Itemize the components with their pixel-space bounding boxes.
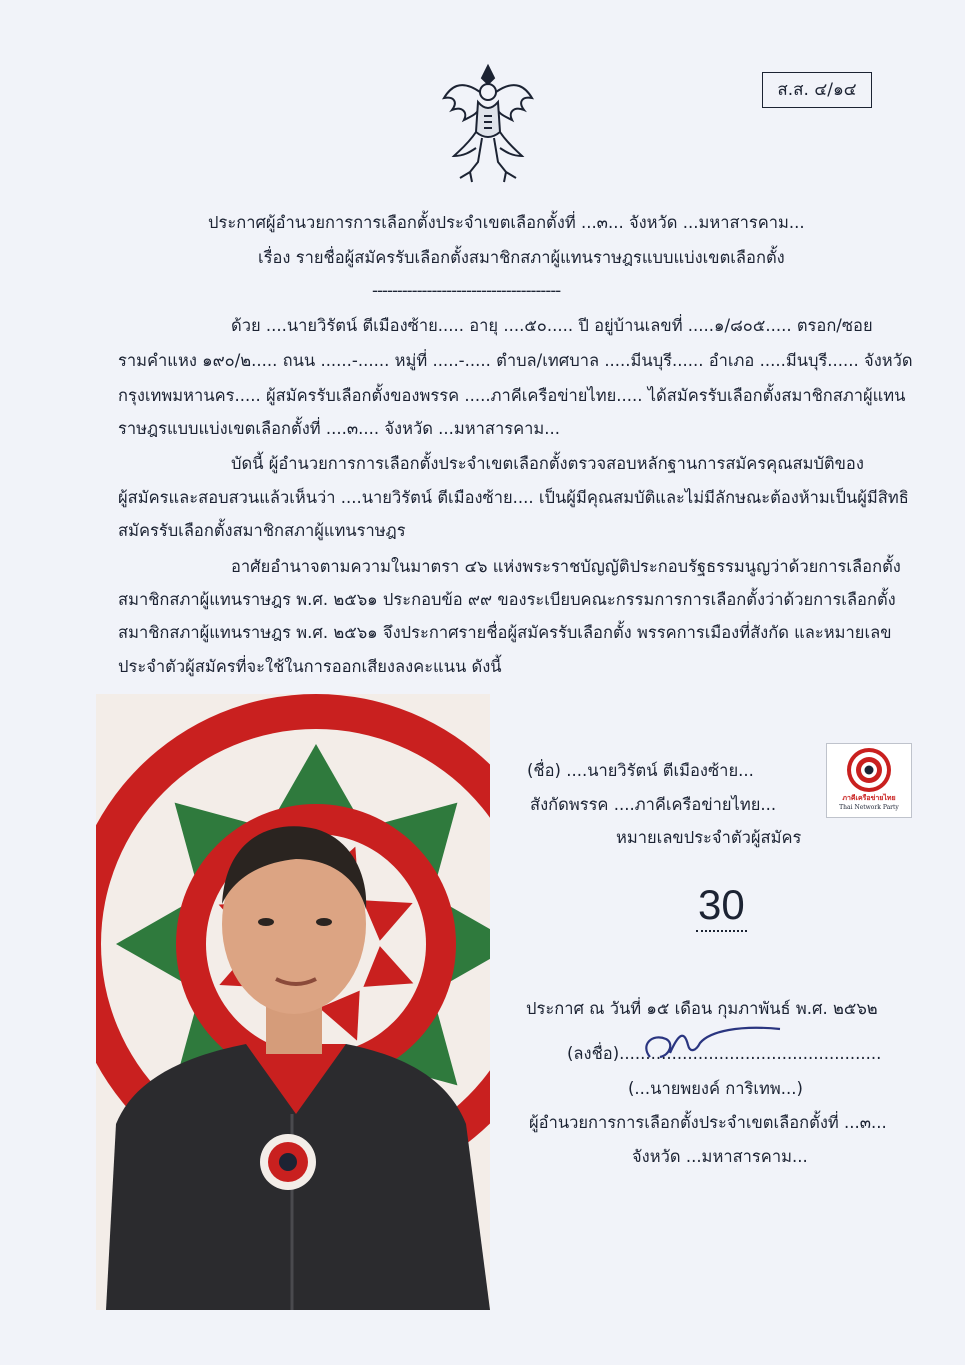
party-emblem-icon xyxy=(827,744,911,794)
candidate-photo xyxy=(96,694,490,1310)
party-logo-name-en: Thai Network Party xyxy=(839,804,899,811)
body-p3-line4: ประจำตัวผู้สมัครที่จะใช้ในการออกเสียงลงคะแนน ดังนี้ xyxy=(118,657,502,676)
body-p3-line1: อาศัยอำนาจตามความในมาตรา ๔๖ แห่งพระราชบัญญัติประกอบรัฐธรรมนูญว่าด้วยการเลือกตั้ง xyxy=(231,557,901,576)
signer-province: จังหวัด ...มหาสารคาม... xyxy=(632,1147,808,1166)
header-divider: -------------------------------------- xyxy=(372,281,561,300)
announcement-subject: เรื่อง รายชื่อผู้สมัครรับเลือกตั้งสมาชิกสภาผู้แทนราษฎรแบบแบ่งเขตเลือกตั้ง xyxy=(258,248,785,267)
announcement-title: ประกาศผู้อำนวยการการเลือกตั้งประจำเขตเลือกตั้งที่ ...๓... จังหวัด ...มหาสารคาม... xyxy=(208,213,805,232)
party-logo xyxy=(826,743,912,818)
candidate-name: (ชื่อ) ....นายวิรัตน์ ตีเมืองซ้าย... xyxy=(527,761,754,780)
body-p3-line3: สมาชิกสภาผู้แทนราษฎร พ.ศ. ๒๕๖๑ จึงประกาศรายชื่อผู้สมัครรับเลือกตั้ง พรรคการเมืองที่สังกัด และหมายเลข xyxy=(118,623,892,642)
body-p1-line4: ราษฎรแบบแบ่งเขตเลือกตั้งที่ ....๓.... จังหวัด ...มหาสารคาม... xyxy=(118,419,561,438)
body-p1-line1: ด้วย ....นายวิรัตน์ ตีเมืองซ้าย..... อายุ ....๕๐..... ปี อยู่บ้านเลขที่ .....๑/๘๐๕..... ตรอก/ซอย xyxy=(231,316,873,335)
candidate-party: สังกัดพรรค ....ภาคีเครือข่ายไทย... xyxy=(530,795,777,814)
signature-label: (ลงชื่อ).................................................. xyxy=(567,1044,882,1063)
candidate-number-label: หมายเลขประจำตัวผู้สมัคร xyxy=(616,828,802,847)
body-p2-line3: สมัครรับเลือกตั้งสมาชิกสภาผู้แทนราษฎร xyxy=(118,521,406,540)
party-logo-name: ภาคีเครือข่ายไทย xyxy=(842,794,896,802)
body-p3-line2: สมาชิกสภาผู้แทนราษฎร พ.ศ. ๒๕๖๑ ประกอบข้อ ๙๙ ของระเบียบคณะกรรมการการเลือกตั้งว่าด้วยการเลือกตั้ง xyxy=(118,590,896,609)
garuda-emblem-icon xyxy=(440,58,536,188)
body-p1-line2: รามคำแหง ๑๙๐/๒..... ถนน ......-...... หมู่ที่ .....-..... ตำบล/เทศบาล .....มีนบุรี...... อำเภอ .....มีนบุรี...... จังหวัด xyxy=(118,351,913,370)
signer-name: (...นายพยงค์ การิเทพ...) xyxy=(628,1079,803,1098)
body-p1-line3: กรุงเทพมหานคร..... ผู้สมัครรับเลือกตั้งของพรรค .....ภาคีเครือข่ายไทย..... ได้สมัครรับเลือกตั้งสมาชิกสภาผู้แทน xyxy=(118,386,906,405)
handwritten-signature-icon xyxy=(630,1015,790,1070)
body-p2-line2: ผู้สมัครและสอบสวนแล้วเห็นว่า ....นายวิรัตน์ ตีเมืองซ้าย.... เป็นผู้มีคุณสมบัติและไม่มีลักษณะต้องห้ามเป็นผู้มีสิทธิ xyxy=(118,488,909,507)
candidate-number: 30 xyxy=(696,880,747,932)
announcement-date: ประกาศ ณ วันที่ ๑๕ เดือน กุมภาพันธ์ พ.ศ. ๒๕๖๒ xyxy=(526,999,878,1018)
form-code: ส.ส. ๔/๑๔ xyxy=(762,72,872,108)
signer-position: ผู้อำนวยการการเลือกตั้งประจำเขตเลือกตั้งที่ ...๓... xyxy=(529,1113,887,1132)
body-p2-line1: บัดนี้ ผู้อำนวยการการเลือกตั้งประจำเขตเลือกตั้งตรวจสอบหลักฐานการสมัครคุณสมบัติของ xyxy=(231,454,864,473)
